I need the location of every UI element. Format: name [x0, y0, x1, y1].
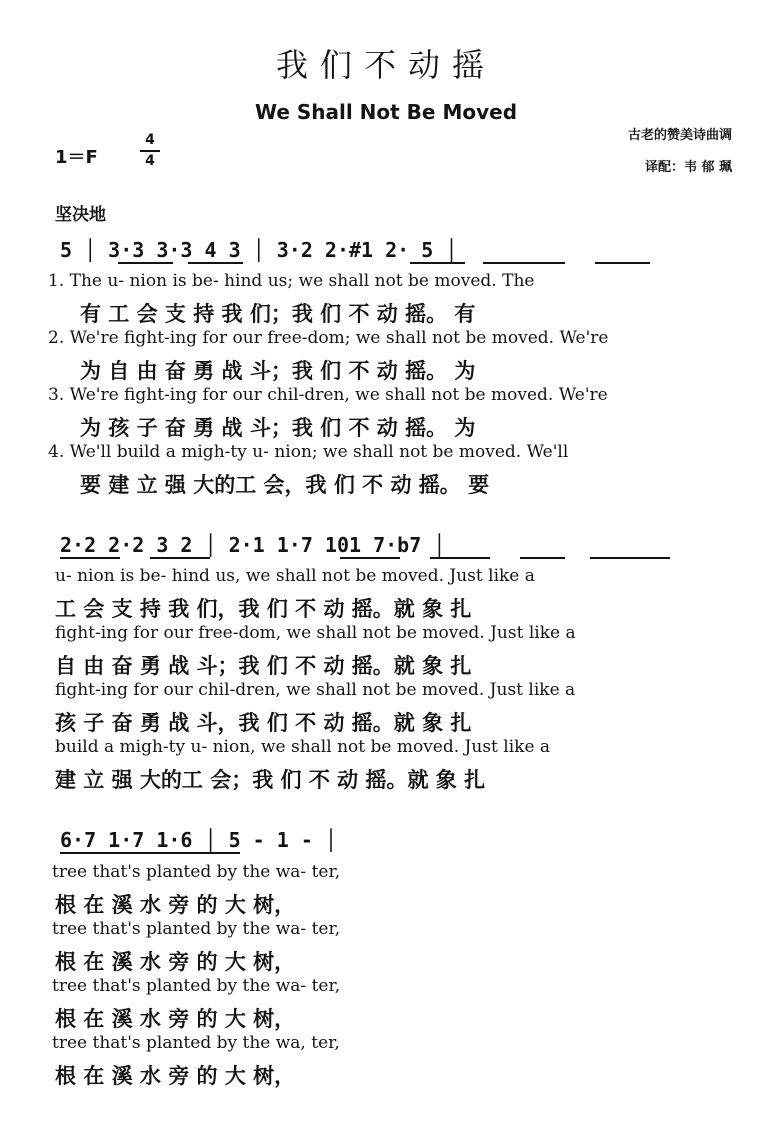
lyric-verse-2-cn: 自 由 奋 勇 战 斗；我 们 不 动 摇。就 象 扎: [55, 654, 472, 678]
lyric-verse-3-cn: 根 在 溪 水 旁 的 大 树，: [55, 1007, 296, 1031]
lyric-verse-3-cn: 为 孩 子 奋 勇 战 斗；我 们 不 动 摇。 为: [80, 416, 476, 440]
lyric-verse-1-en: u- nion is be- hind us, we shall not be moved. Just like a: [55, 566, 535, 586]
lyric-verse-2-en: fight-ing for our free-dom, we shall not be moved. Just like a: [55, 623, 576, 643]
time-sig-bottom: 4: [145, 153, 155, 169]
lyric-verse-3-cn: 孩 子 奋 勇 战 斗，我 们 不 动 摇。就 象 扎: [55, 711, 472, 735]
lyric-verse-4-en: build a migh-ty u- nion, we shall not be moved. Just like a: [55, 737, 551, 757]
beat-underline: [410, 262, 465, 264]
beat-underline: [118, 262, 173, 264]
tempo-marking: 坚决地: [55, 205, 106, 225]
translator-credit: 译配：韦 郁 珮: [644, 160, 732, 175]
beat-underline: [483, 262, 565, 264]
lyric-verse-2-en: 2. We're fight-ing for our free-dom; we shall not be moved. We're: [48, 328, 609, 348]
lyric-verse-2-cn: 根 在 溪 水 旁 的 大 树，: [55, 950, 296, 974]
beat-underline: [120, 852, 180, 854]
beat-underline: [60, 852, 120, 854]
beat-underline: [188, 262, 243, 264]
time-sig-bar: [140, 150, 160, 152]
time-sig-top: 4: [145, 132, 155, 148]
lyric-verse-3-en: tree that's planted by the wa- ter,: [52, 976, 341, 996]
song-title-chinese: 我们不动摇: [275, 46, 496, 84]
beat-underline: [520, 557, 565, 559]
lyric-verse-3-en: fight-ing for our chil-dren, we shall not be moved. Just like a: [55, 680, 576, 700]
lyric-verse-4-cn: 要 建 立 强 大的工 会，我 们 不 动 摇。 要: [80, 473, 490, 497]
lyric-verse-4-en: 4. We'll build a migh-ty u- nion; we shall not be moved. We'll: [48, 442, 569, 462]
lyric-verse-4-cn: 根 在 溪 水 旁 的 大 树，: [55, 1064, 296, 1088]
beat-underline: [60, 557, 120, 559]
lyric-verse-1-en: tree that's planted by the wa- ter,: [52, 862, 341, 882]
beat-underline: [180, 852, 240, 854]
beat-underline: [340, 557, 400, 559]
lyric-verse-1-en: 1. The u- nion is be- hind us; we shall not be moved. The: [48, 271, 535, 291]
beat-underline: [595, 262, 650, 264]
beat-underline: [150, 557, 210, 559]
lyric-verse-2-en: tree that's planted by the wa- ter,: [52, 919, 341, 939]
beat-underline: [590, 557, 670, 559]
lyric-verse-1-cn: 根 在 溪 水 旁 的 大 树，: [55, 893, 296, 917]
lyric-verse-4-cn: 建 立 强 大的工 会；我 们 不 动 摇。就 象 扎: [55, 768, 486, 792]
lyric-verse-3-en: 3. We're fight-ing for our chil-dren, we shall not be moved. We're: [48, 385, 608, 405]
notation-line: 6·7 1·7 1·6 │ 5 - 1 - │: [60, 828, 337, 852]
lyric-verse-1-cn: 工 会 支 持 我 们，我 们 不 动 摇。就 象 扎: [55, 597, 472, 621]
notation-line: 5 │ 3·3 3·3 4 3 │ 3·2 2·#1 2· 5 │: [60, 238, 458, 262]
lyric-verse-4-en: tree that's planted by the wa, ter,: [52, 1033, 340, 1053]
time-signature: [140, 132, 160, 170]
key-signature: 1＝F: [55, 147, 98, 168]
lyric-verse-2-cn: 为 自 由 奋 勇 战 斗；我 们 不 动 摇。 为: [80, 359, 476, 383]
origin-credit: 古老的赞美诗曲调: [627, 128, 732, 143]
notation-line: 2·2 2·2 3 2 │ 2·1 1·7 101 7·b7 │: [60, 533, 446, 557]
lyric-verse-1-cn: 有 工 会 支 持 我 们；我 们 不 动 摇。 有: [80, 302, 476, 326]
song-title-english: We Shall Not Be Moved: [254, 100, 518, 124]
beat-underline: [430, 557, 490, 559]
